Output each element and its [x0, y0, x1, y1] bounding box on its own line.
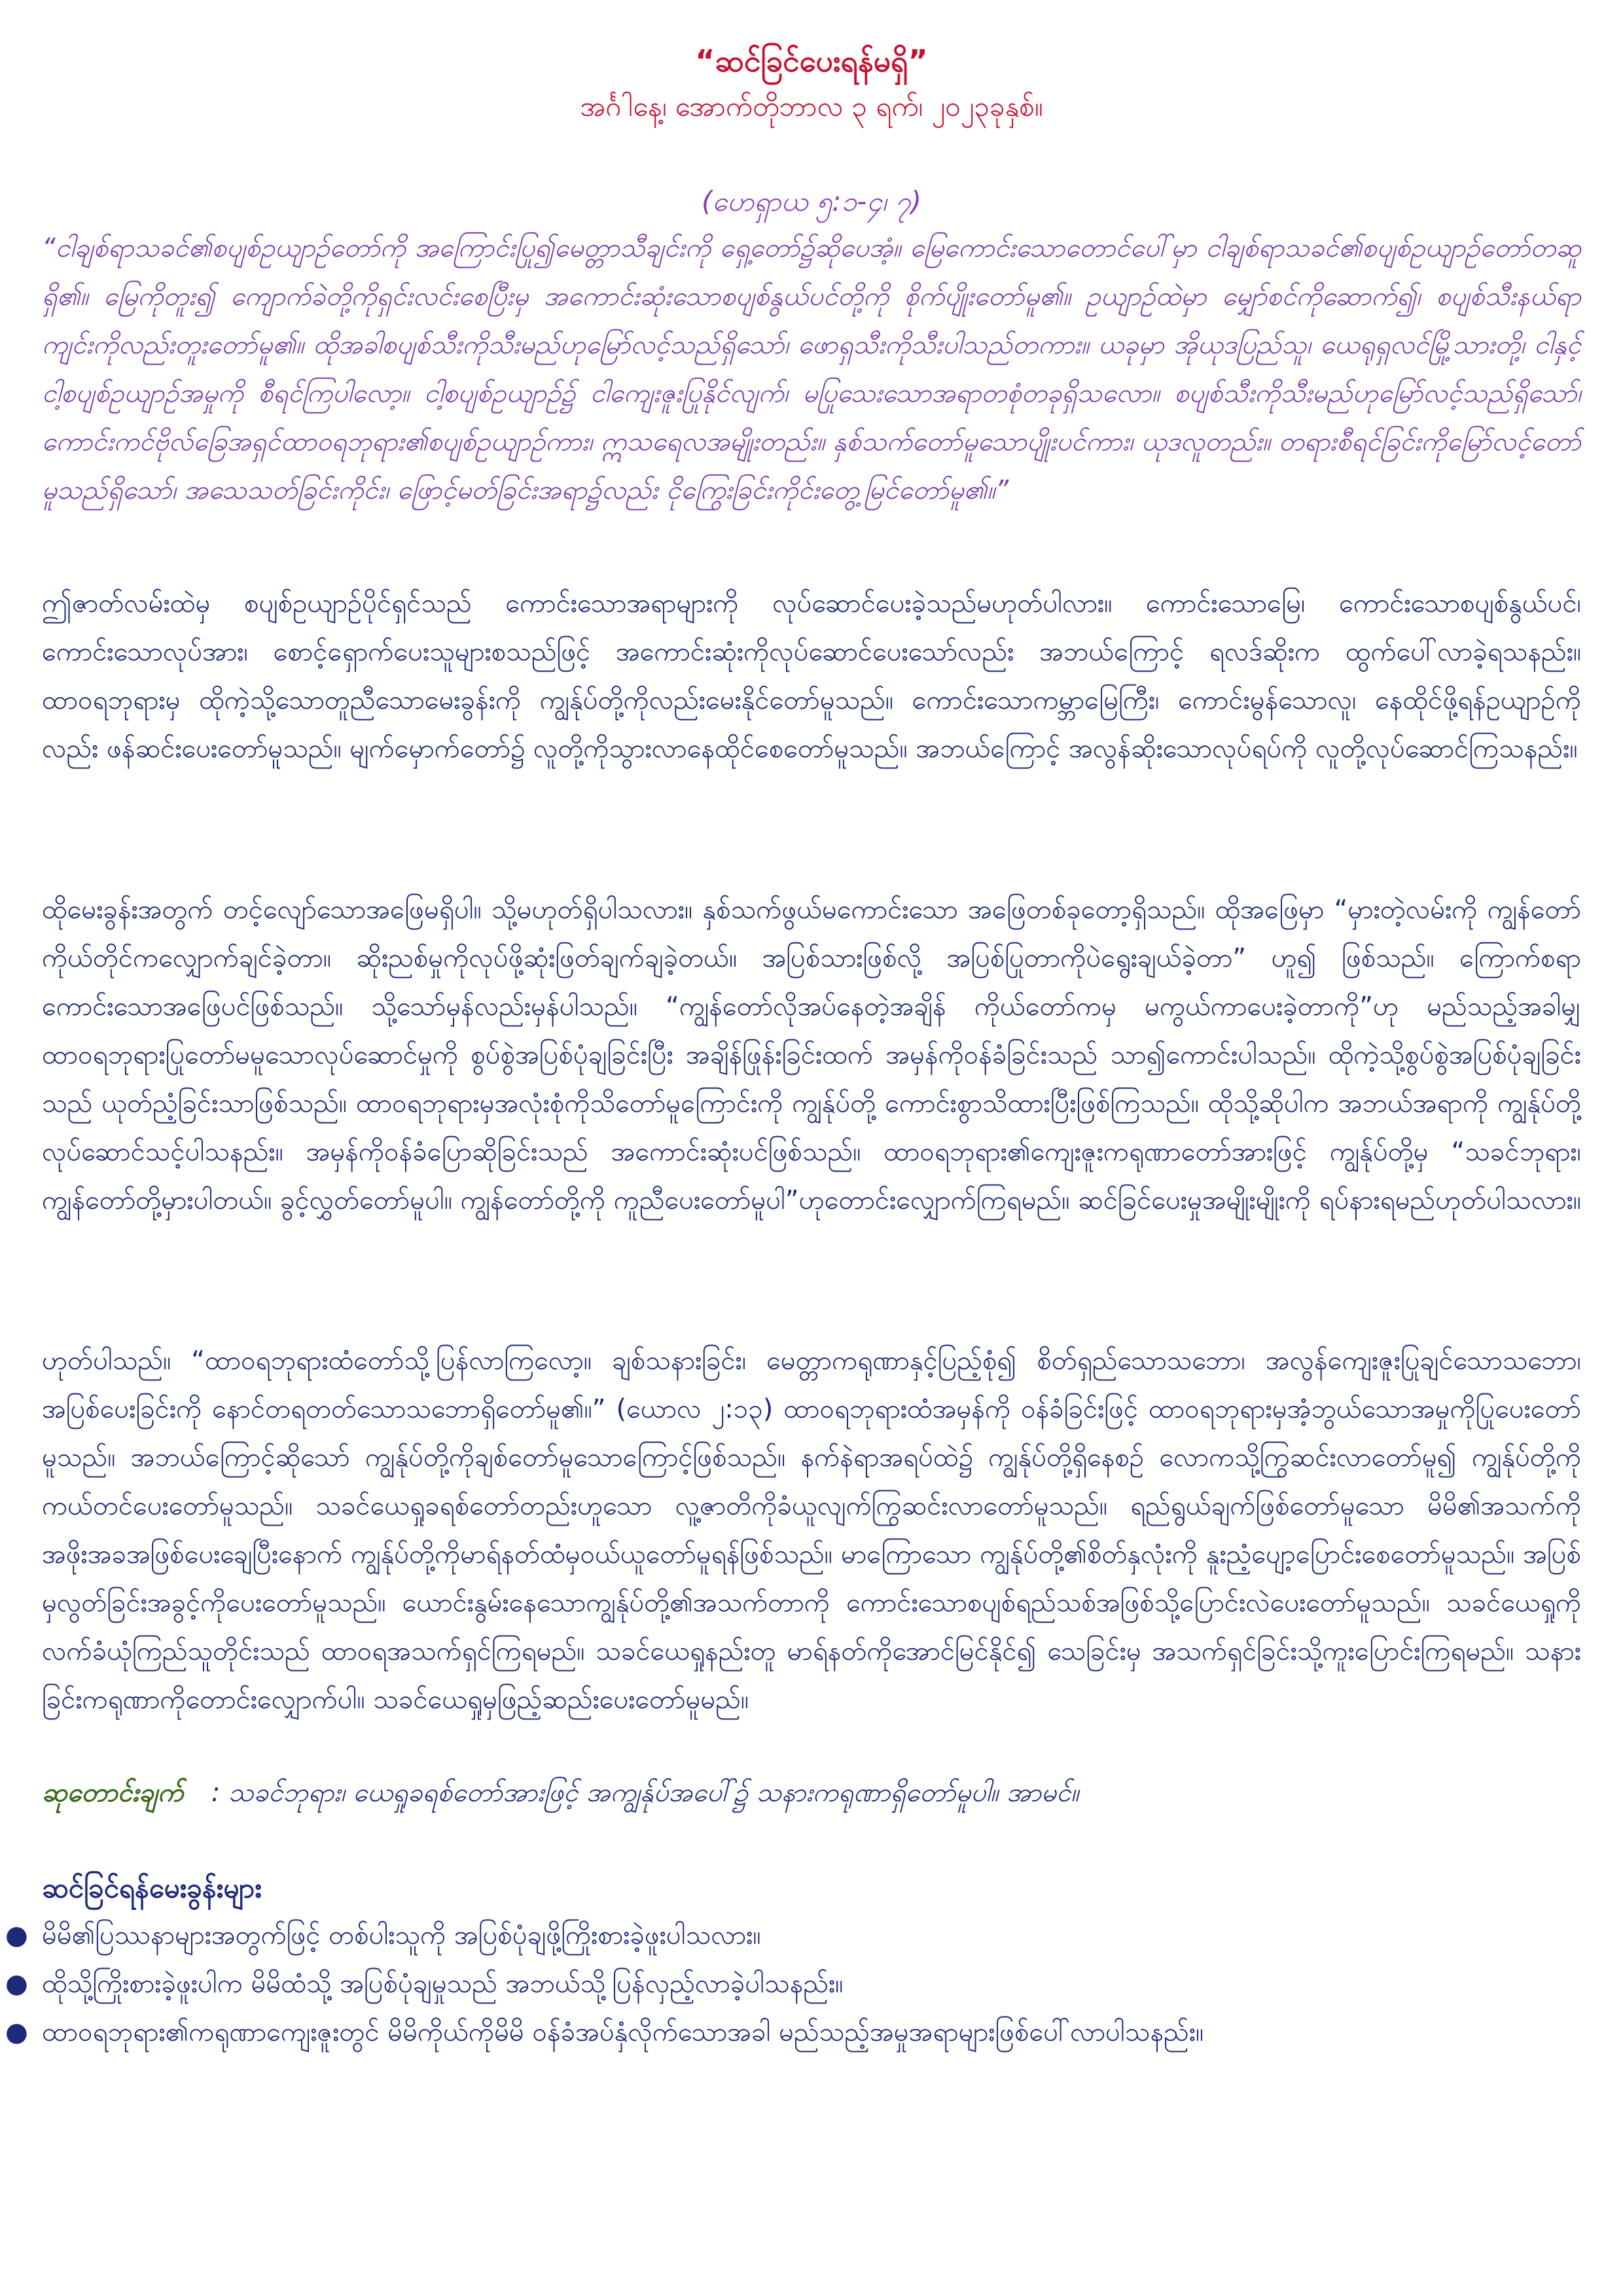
prayer: [42, 1768, 1581, 1817]
page-date: အင်္ဂါနေ့၊ အောက်တိုဘာလ ၃ ရက်၊ ၂၀၂၃ခုနှစ်။: [580, 90, 1043, 122]
question-text: ထိုသို့ကြိုးစားခဲ့ဖူးပါက မိမိထံသို့ အပြစ်ပုံချမှုသည် အဘယ်သို့ပြန်လှည့်လာခဲ့ပါသနည်း။: [42, 1969, 844, 1999]
reflection-paragraph-1: ဤဇာတ်လမ်းထဲမှ စပျစ်ဥယျာဉ်ပိုင်ရှင်သည် ကောင်းသောအရာများကို လုပ်ဆောင်ပေးခဲ့သည်မဟုတ်ပါလား။ ကောင်းသောမြေ၊ ကောင်းသောစပျစ်နွယ်ပင်၊ ကောင်းသောလုပ်အား၊ စောင့်ရှောက်ပေးသူများစသည်ဖြင့် အကောင်းဆုံးကိုလုပ်ဆောင်ပေးသော်လည်း အဘယ်ကြောင့် ရလဒ်ဆိုးက ထွက်ပေါ်လာခဲ့ရသနည်း။ ထာဝရဘုရားမှ ထိုကဲ့သို့သောတူညီသောမေးခွန်းကို ကျွန်ုပ်တို့ကိုလည်းမေးနိုင်တော်မူသည်။ ကောင်းသောကမ္ဘာမြေကြီး၊ ကောင်းမွန်သောလူ၊ နေထိုင်ဖို့ရန်ဥယျာဉ်ကိုလည်း ဖန်ဆင်းပေးတော်မူသည်။ မျက်မှောက်တော်၌ လူတို့ကိုသွားလာနေထိုင်စေတော်မူသည်။ အဘယ်ကြောင့် အလွန်ဆိုးသောလုပ်ရပ်ကို လူတို့လုပ်ဆောင်ကြသနည်း။: [42, 588, 1581, 764]
reflection-paragraph-3: ဟုတ်ပါသည်။ “ထာဝရဘုရားထံတော်သို့ပြန်လာကြလော့။ ချစ်သနားခြင်း၊ မေတ္တာကရုဏာနှင့်ပြည့်စုံ၍ စိတ်ရှည်သောသဘော၊ အလွန်ကျေးဇူးပြုချင်သောသဘော၊ အပြစ်ပေးခြင်းကို နောင်တရတတ်သောသဘောရှိတော်မူ၏။” (ယောလ ၂:၁၃) ထာဝရဘုရားထံအမှန်ကို ဝန်ခံခြင်းဖြင့် ထာဝရဘုရားမှအံ့ဘွယ်သောအမှုကိုပြုပေးတော်မူသည်။ အဘယ်ကြောင့်ဆိုသော် ကျွန်ုပ်တို့ကိုချစ်တော်မူသောကြောင့်ဖြစ်သည်။ နက်နဲရာအရပ်ထဲ၌ ကျွန်ုပ်တို့ရှိနေစဉ် လောကသို့ကြွဆင်းလာတော်မူ၍ ကျွန်ုပ်တို့ကိုကယ်တင်ပေးတော်မူသည်။ သခင်ယေရှုခရစ်တော်တည်းဟူသော လူ့ဇာတိကိုခံယူလျက်ကြွဆင်းလာတော်မူသည်။ ရည်ရွယ်ချက်ဖြစ်တော်မူသော မိမိ၏အသက်ကိုအဖိုးအခအဖြစ်ပေးချေပြီးနောက် ကျွန်ုပ်တို့ကိုမာရ်နတ်ထံမှဝယ်ယူတော်မူရန်ဖြစ်သည်။ မာကြောသော ကျွန်ုပ်တို့၏စိတ်နှလုံးကို နူးညံ့ပျော့ပြောင်းစေတော်မူသည်။ အပြစ်မှလွတ်ခြင်းအခွင့်ကိုပေးတော်မူသည်။ ယောင်းနွမ်းနေသောကျွန်ုပ်တို့၏အသက်တာကို ကောင်းသောစပျစ်ရည်သစ်အဖြစ်သို့ပြောင်းလဲပေးတော်မူသည်။ သခင်ယေရှုကိုလက်ခံယုံကြည်သူတိုင်းသည် ထာဝရအသက်ရှင်ကြရမည်။ သခင်ယေရှုနည်းတူ မာရ်နတ်ကိုအောင်မြင်နိုင်၍ သေခြင်းမှ အသက်ရှင်ခြင်းသို့ကူးပြောင်းကြရမည်။ သနားခြင်းကရုဏာကိုတောင်းလျှောက်ပါ။ သခင်ယေရှုမှဖြည့်ဆည်းပေးတော်မူမည်။: [42, 1346, 1581, 1715]
question-text: ထာဝရဘုရား၏ကရုဏာကျေးဇူးတွင် မိမိကိုယ်ကိုမိမိ ဝန်ခံအပ်နှံလိုက်သောအခါ မည်သည့်အမှုအရာများဖြစ်ပေါ်လာပါသနည်း။: [42, 2017, 1204, 2047]
list-item: [5, 2008, 1581, 2056]
bullet-dot-icon: ●: [5, 1920, 28, 1950]
bullet-dot-icon: ●: [5, 1969, 28, 1999]
bullet-dot-icon: ●: [5, 2017, 28, 2047]
questions-list: [5, 1911, 1581, 2056]
prayer-label: ဆုတောင်းချက်: [42, 1778, 184, 1808]
list-item: [5, 1960, 1581, 2008]
prayer-text: : သခင်ဘုရား၊ ယေရှုခရစ်တော်အားဖြင့် အကျွန်ုပ်အပေါ်၌ သနားကရုဏာရှိတော်မူပါ။ အာမင်။: [211, 1778, 1079, 1808]
reflection-paragraph-2: ထိုမေးခွန်းအတွက် တင့်လျော်သောအဖြေမရှိပါ။ သို့မဟုတ်ရှိပါသလား။ နှစ်သက်ဖွယ်မကောင်းသော အဖြေတစ်ခုတော့ရှိသည်။ ထိုအဖြေမှာ “မှားတဲ့လမ်းကို ကျွန်တော်ကိုယ်တိုင်ကလျှောက်ချင်ခဲ့တာ။ ဆိုးညစ်မှုကိုလုပ်ဖို့ဆုံးဖြတ်ချက်ချခဲ့တယ်။ အပြစ်သားဖြစ်လို့ အပြစ်ပြုတာကိုပဲရွေးချယ်ခဲ့တာ” ဟူ၍ ဖြစ်သည်။ ကြောက်စရာကောင်းသောအဖြေပင်ဖြစ်သည်။ သို့သော်မှန်လည်းမှန်ပါသည်။ “ကျွန်တော်လိုအပ်နေတဲ့အချိန် ကိုယ်တော်ကမှ မကွယ်ကာပေးခဲ့တာကို”ဟု မည်သည့်အခါမျှ ထာဝရဘုရားပြုတော်မမူသောလုပ်ဆောင်မှုကို စွပ်စွဲအပြစ်ပုံချခြင်းပြီး အချိန်ဖြုန်းခြင်းထက် အမှန်ကိုဝန်ခံခြင်းသည် သာ၍ကောင်းပါသည်။ ထိုကဲ့သို့စွပ်စွဲအပြစ်ပုံချခြင်းသည် ယုတ်ညံ့ခြင်းသာဖြစ်သည်။ ထာဝရဘုရားမှအလုံးစုံကိုသိတော်မူကြောင်းကို ကျွန်ုပ်တို့ ကောင်းစွာသိထားပြီးဖြစ်ကြသည်။ ထိုသို့ဆိုပါက အဘယ်အရာကို ကျွန်ုပ်တို့လုပ်ဆောင်သင့်ပါသနည်း။ အမှန်ကိုဝန်ခံပြောဆိုခြင်းသည် အကောင်းဆုံးပင်ဖြစ်သည်။ ထာဝရဘုရား၏ကျေးဇူးကရုဏာတော်အားဖြင့် ကျွန်ုပ်တို့မှ “သခင်ဘုရား၊ ကျွန်တော်တို့မှားပါတယ်။ ခွင့်လွှတ်တော်မူပါ။ ကျွန်တော်တို့ကို ကူညီပေးတော်မူပါ”ဟုတောင်းလျှောက်ကြရမည်။ ဆင်ခြင်ပေးမှုအမျိုးမျိုးကို ရပ်နားရမည်ဟုတ်ပါသလား။: [42, 895, 1581, 1215]
page-title: “ဆင်ခြင်ပေးရန်မရှိ”: [695, 43, 928, 79]
scripture-reference: (ဟေရှာယ ၅:၁-၄၊ ၇): [702, 185, 921, 217]
scripture-text: “ငါချစ်ရာသခင်၏စပျစ်ဥယျာဉ်တော်ကို အကြောင်းပြု၍မေတ္တာသီချင်းကို ရှေ့တော်၌ဆိုပေအံ့။ မြေကောင်းသောတောင်ပေါ်မှာ ငါချစ်ရာသခင်၏စပျစ်ဥယျာဉ်တော်တဆူရှိ၏။ မြေကိုတူး၍ ကျောက်ခဲတို့ကိုရှင်းလင်းစေပြီးမှ အကောင်းဆုံးသောစပျစ်နွယ်ပင်တို့ကို စိုက်ပျိုးတော်မူ၏။ ဥယျာဉ်ထဲမှာ မျှော်စင်ကိုဆောက်၍၊ စပျစ်သီးနယ်ရာကျင်းကိုလည်းတူးတော်မူ၏။ ထိုအခါစပျစ်သီးကိုသီးမည်ဟုမြော်လင့်သည်ရှိသော်၊ ဖောရှသီးကိုသီးပါသည်တကား။ ယခုမှာ အိုယုဒပြည်သူ၊ ယေရုရှလင်မြို့သားတို့၊ ငါနှင့်ငါ့စပျစ်ဥယျာဉ်အမှုကို စီရင်ကြပါလော့။ ငါ့စပျစ်ဥယျာဉ်၌ ငါကျေးဇူးပြုနိုင်လျက်၊ မပြုသေးသောအရာတစုံတခုရှိသလော။ စပျစ်သီးကိုသီးမည်ဟုမြော်လင့်သည်ရှိသော်၊ ကောင်းကင်ဗိုလ်ခြေအရှင်ထာဝရဘုရား၏စပျစ်ဥယျာဉ်ကား၊ ဣသရေလအမျိုးတည်း။ နှစ်သက်တော်မူသောပျိုးပင်ကား၊ ယုဒလူတည်း။ တရားစီရင်ခြင်းကိုမြော်လင့်တော်မူသည်ရှိသော်၊ အသေသတ်ခြင်းကိုင်း၊ ဖြောင့်မတ်ခြင်းအရာ၌လည်း ငိုကြွေးခြင်းကိုင်းတွေ့မြင်တော်မူ၏။”: [42, 233, 1581, 505]
questions-heading: ဆင်ခြင်ရန်မေးခွန်းများ: [42, 1872, 262, 1904]
question-text: မိမိ၏ပြဿနာများအတွက်ဖြင့် တစ်ပါးသူကို အပြစ်ပုံချဖို့ကြိုးစားခဲ့ဖူးပါသလား။: [42, 1920, 761, 1950]
list-item: [5, 1911, 1581, 1960]
